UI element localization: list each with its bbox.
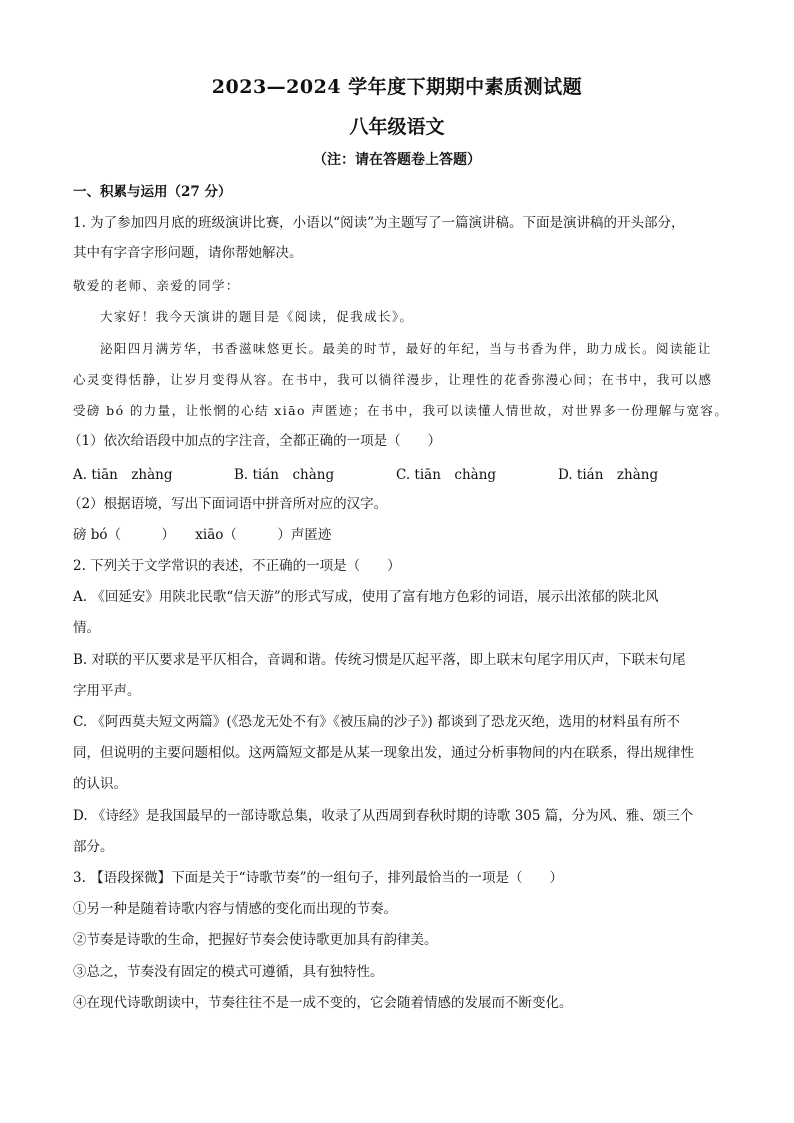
q2-option-c-line3: 的认识。	[73, 776, 127, 792]
q3-item-3: ③总之，节奏没有固定的模式可遵循，具有独特性。	[73, 964, 384, 980]
q2-option-a-line2: 情。	[73, 620, 100, 636]
q3-item-2: ②节奏是诗歌的生命，把握好节奏会使诗歌更加具有韵律美。	[73, 932, 438, 948]
q2-option-d-line1: D. 《诗经》是我国最早的一部诗歌总集，收录了从西周到春秋时期的诗歌 305 篇，分为风、雅、颂三个	[73, 808, 694, 824]
section-heading: 一、积累与运用（27 分）	[73, 184, 232, 200]
speech-para2-line3: 受磅 bó 的力量，让怅惘的心结 xiāo 声匿迹；在书中，我可以读懂人情世故，对世界多一份理解与宽容。	[73, 403, 729, 418]
q2-option-d-line2: 部分。	[73, 839, 114, 855]
exam-note: （注：请在答题卷上答题）	[313, 152, 481, 168]
q3-item-4: ④在现代诗歌朗读中，节奏往往不是一成不变的，它会随着情感的发展而不断变化。	[73, 995, 573, 1011]
q1-stem-line2: 其中有字音字形问题，请你帮她解决。	[73, 245, 303, 261]
speech-para2-line2: 心灵变得恬静，让岁月变得从容。在书中，我可以徜徉漫步，让理性的花香弥漫心间；在书中，我可以感	[73, 372, 713, 387]
q3-item-1: ①另一种是随着诗歌内容与情感的变化而出现的节奏。	[73, 901, 397, 917]
q3-stem: 3. 【语段探微】下面是关于“诗歌节奏”的一组句子，排列最恰当的一项是（ ）	[73, 870, 563, 886]
q1-sub1: （1）依次给语段中加点的字注音，全都正确的一项是（ ）	[68, 433, 442, 449]
speech-para1: 大家好！我今天演讲的题目是《阅读，促我成长》。	[100, 309, 414, 324]
q1-stem-line1: 1. 为了参加四月底的班级演讲比赛，小语以“阅读”为主题写了一篇演讲稿。下面是演讲稿的开头部分，	[73, 215, 685, 231]
q1-sub2-blanks: 磅 bó（ ） xiāo（ ）声匿迹	[73, 527, 332, 543]
speech-para2-line1: 泌阳四月满芳华，书香滋味悠更长。最美的时节，最好的年纪，当与书香为伴，助力成长。阅读能让	[100, 341, 712, 356]
q1-option-a: A. tiān zhàng	[73, 467, 173, 483]
q1-option-d: D. tián zhàng	[558, 467, 659, 483]
q1-sub2: （2）根据语境，写出下面词语中拼音所对应的汉字。	[68, 496, 388, 512]
q2-option-c-line1: C. 《阿西莫夫短文两篇》(《恐龙无处不有》《被压扁的沙子》) 都谈到了恐龙灭绝，选用的材料虽有所不	[73, 714, 681, 730]
q1-option-b: B. tián chàng	[234, 467, 335, 483]
q2-option-c-line2: 同，但说明的主要问题相似。这两篇短文都是从某一现象出发，通过分析事物间的内在联系，得出规律性	[73, 745, 694, 761]
exam-title: 2023—2024 学年度下期期中素质测试题	[211, 76, 583, 98]
exam-subject: 八年级语文	[349, 116, 445, 138]
speech-salutation: 敬爱的老师、亲爱的同学：	[73, 278, 240, 293]
q1-option-c: C. tiān chàng	[396, 467, 497, 483]
q2-stem: 2. 下列关于文学常识的表述，不正确的一项是（ ）	[73, 558, 401, 574]
q2-option-b-line1: B. 对联的平仄要求是平仄相合，音调和谐。传统习惯是仄起平落，即上联末句尾字用仄声，下联末句尾	[73, 652, 686, 668]
q2-option-a-line1: A. 《回延安》用陕北民歌“信天游”的形式写成，使用了富有地方色彩的词语，展示出浓郁的陕北风	[73, 589, 659, 605]
q2-option-b-line2: 字用平声。	[73, 683, 141, 699]
